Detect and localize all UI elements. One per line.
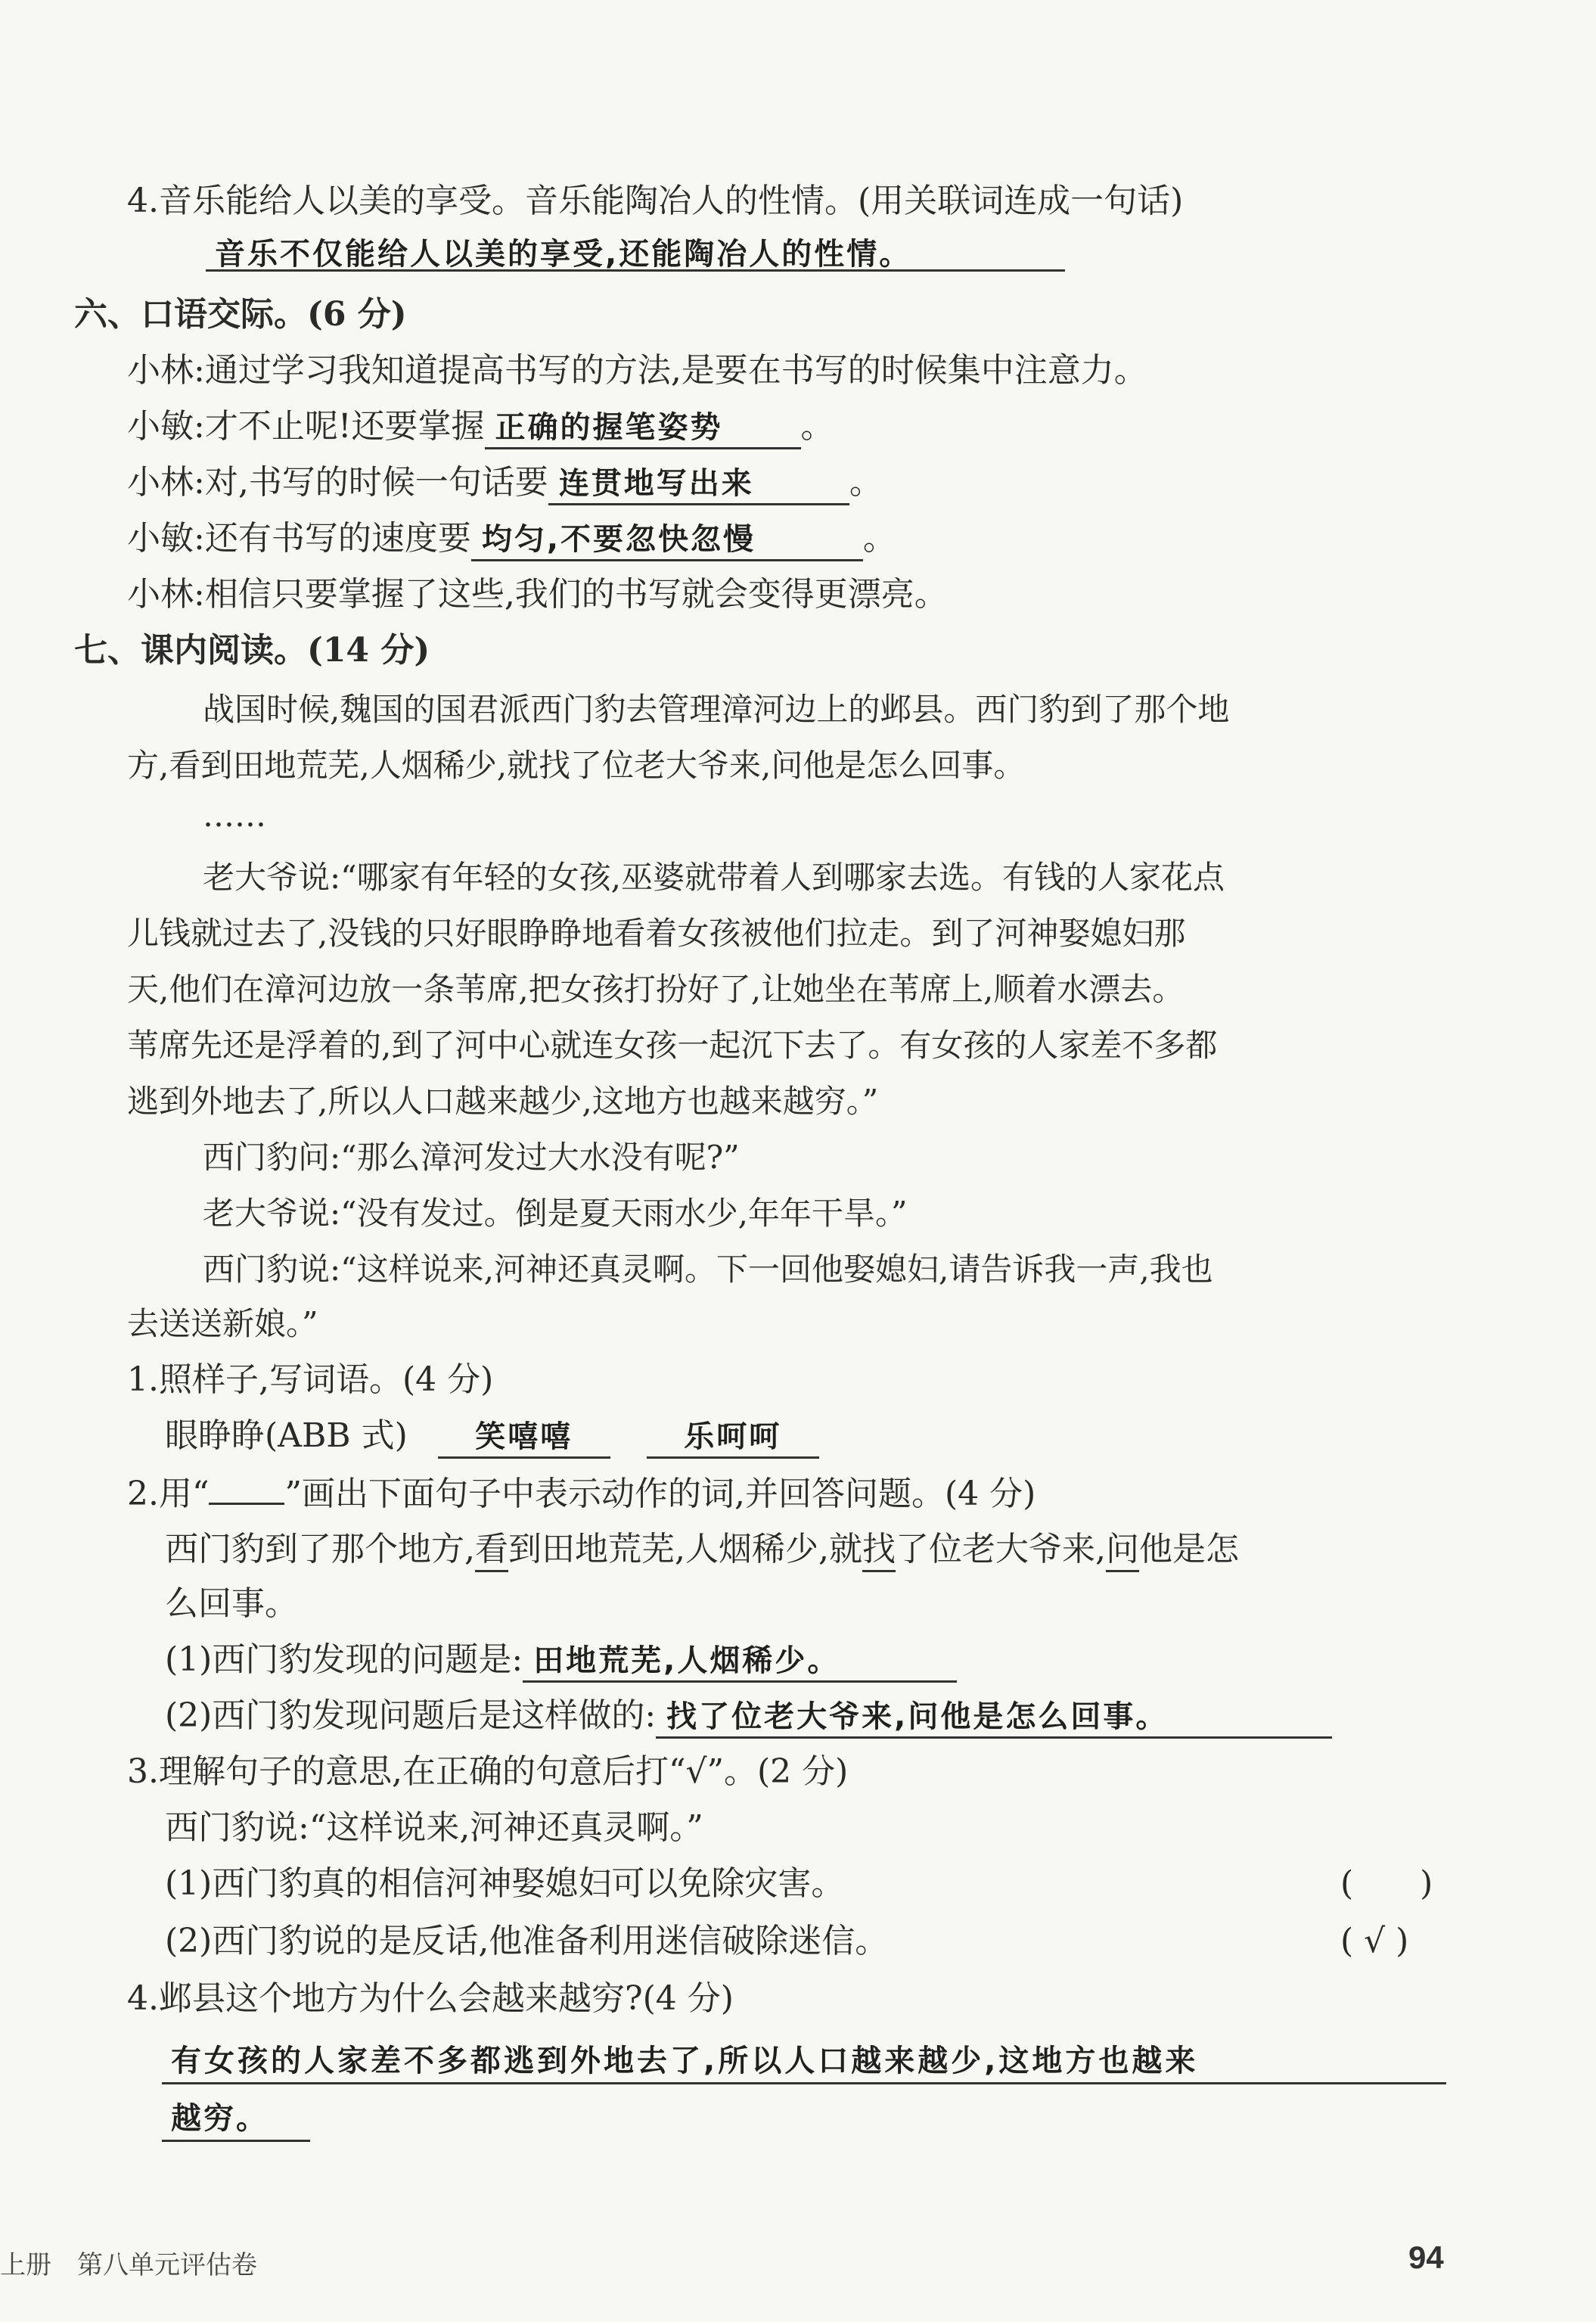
passage-p5b: 去送送新娘。” bbox=[127, 1305, 318, 1342]
passage-p2d: 苇席先还是浮着的,到了河中心就连女孩一起沉下去了。有女孩的人家差不多都 bbox=[127, 1027, 1218, 1064]
sub2-q2-row bbox=[165, 1693, 1332, 1739]
dialog-line-4-text: 小敏:还有书写的速度要 bbox=[127, 519, 471, 558]
sub1-example: 眼睁睁(ABB 式) bbox=[165, 1416, 408, 1455]
sub3-option-1: (1)西门豹真的相信河神娶媳妇可以免除灾害。 bbox=[165, 1864, 845, 1903]
sub4-answer-2: 越穷。 bbox=[171, 2101, 269, 2136]
sub2-sentence-b: 么回事。 bbox=[165, 1584, 298, 1623]
sub2-title bbox=[127, 1471, 1036, 1517]
sub2-text-2: 到田地荒芜,人烟稀少,就 bbox=[508, 1530, 862, 1568]
sub2-verb-kan: 看 bbox=[475, 1530, 508, 1572]
sub2-q1: (1)西门豹发现的问题是: bbox=[165, 1640, 523, 1679]
passage-p2c: 天,他们在漳河边放一条苇席,把女孩打扮好了,让她坐在苇席上,顺着水漂去。 bbox=[127, 971, 1185, 1008]
sub1-answer-2: 乐呵呵 bbox=[647, 1417, 819, 1459]
sub2-sentence-a bbox=[165, 1527, 1239, 1572]
passage-p1b: 方,看到田地荒芜,人烟稀少,就找了位老大爷来,问他是怎么回事。 bbox=[127, 747, 1026, 784]
passage-p1a: 战国时候,魏国的国君派西门豹去管理漳河边上的邺县。西门豹到了那个地 bbox=[203, 691, 1230, 728]
dialog-line-3 bbox=[127, 460, 883, 505]
passage-ellipsis: …… bbox=[203, 797, 266, 834]
dialog-line-2-text: 小敏:才不止呢!还要掌握 bbox=[127, 407, 485, 446]
dialog-line-2-answer: 正确的握笔姿势 bbox=[485, 408, 801, 449]
sub2-title-end: ”画出下面句子中表示动作的词,并回答问题。(4 分) bbox=[284, 1475, 1036, 1513]
dialog-line-4-answer: 均匀,不要忽快忽慢 bbox=[471, 520, 863, 561]
sub2-text-4: 他是怎 bbox=[1138, 1530, 1239, 1568]
dialog-line-3-end: 。 bbox=[849, 463, 883, 502]
sub2-verb-zhao: 找 bbox=[862, 1530, 896, 1572]
section-6-title: 六、口语交际。(6 分) bbox=[74, 295, 407, 334]
dialog-line-1: 小林:通过学习我知道提高书写的方法,是要在书写的时候集中注意力。 bbox=[127, 351, 1147, 390]
sub4-title: 4.邺县这个地方为什么会越来越穷?(4 分) bbox=[127, 1979, 734, 2018]
sub1-answer-1: 笑嘻嘻 bbox=[438, 1417, 610, 1459]
section-7-title: 七、课内阅读。(14 分) bbox=[74, 631, 430, 670]
sub2-q1-row bbox=[165, 1637, 957, 1683]
sub3-option-1-mark: ( ) bbox=[1340, 1864, 1433, 1903]
sub3-option-2-mark: ( √ ) bbox=[1340, 1922, 1409, 1960]
dialog-line-5: 小林:相信只要掌握了这些,我们的书写就会变得更漂亮。 bbox=[127, 575, 948, 614]
sub2-underline-sample bbox=[209, 1471, 284, 1505]
sub2-q1-answer: 田地荒芜,人烟稀少。 bbox=[523, 1641, 957, 1683]
dialog-line-3-answer: 连贯地写出来 bbox=[548, 464, 849, 505]
q5-item4-answer: 音乐不仅能给人以美的享受,还能陶冶人的性情。 bbox=[215, 237, 912, 272]
sub2-text-3: 了位老大爷来, bbox=[895, 1530, 1106, 1568]
sub2-verb-wen: 问 bbox=[1106, 1530, 1139, 1572]
sub2-text-1: 西门豹到了那个地方, bbox=[165, 1530, 475, 1568]
dialog-line-3-text: 小林:对,书写的时候一句话要 bbox=[127, 463, 548, 502]
sub3-option-2: (2)西门豹说的是反话,他准备利用迷信破除迷信。 bbox=[165, 1922, 889, 1960]
dialog-line-2-end: 。 bbox=[800, 407, 834, 446]
sub3-title: 3.理解句子的意思,在正确的句意后打“√”。(2 分) bbox=[127, 1752, 849, 1791]
passage-p2b: 儿钱就过去了,没钱的只好眼睁睁地看着女孩被他们拉走。到了河神娶媳妇那 bbox=[127, 915, 1186, 952]
page-number: 94 bbox=[1408, 2240, 1444, 2275]
passage-p5a: 西门豹说:“这样说来,河神还真灵啊。下一回他娶媳妇,请告诉我一声,我也 bbox=[203, 1251, 1213, 1288]
sub1-title: 1.照样子,写词语。(4 分) bbox=[127, 1360, 494, 1399]
passage-p2a: 老大爷说:“哪家有年轻的女孩,巫婆就带着人到哪家去选。有钱的人家花点 bbox=[203, 859, 1225, 896]
sub4-answer-1: 有女孩的人家差不多都逃到外地去了,所以人口越来越少,这地方也越来 bbox=[171, 2044, 1199, 2078]
sub2-q2: (2)西门豹发现问题后是这样做的: bbox=[165, 1696, 657, 1735]
sub1-row bbox=[165, 1413, 819, 1459]
footer-book-info: 上册 第八单元评估卷 bbox=[0, 2250, 257, 2280]
dialog-line-4-end: 。 bbox=[862, 519, 896, 558]
sub2-title-start: 2.用“ bbox=[127, 1475, 210, 1513]
dialog-line-4 bbox=[127, 516, 896, 561]
sub2-q2-answer: 找了位老大爷来,问他是怎么回事。 bbox=[656, 1697, 1332, 1739]
dialog-line-2 bbox=[127, 404, 834, 449]
passage-p2e: 逃到外地去了,所以人口越来越少,这地方也越来越穷。” bbox=[127, 1083, 879, 1120]
q5-item4-prompt: 4.音乐能给人以美的享受。音乐能陶冶人的性情。(用关联词连成一句话) bbox=[127, 182, 1184, 220]
passage-p3: 西门豹问:“那么漳河发过大水没有呢?” bbox=[203, 1139, 740, 1176]
passage-p4: 老大爷说:“没有发过。倒是夏天雨水少,年年干旱。” bbox=[203, 1195, 908, 1232]
sub3-quote: 西门豹说:“这样说来,河神还真灵啊。” bbox=[165, 1808, 703, 1847]
